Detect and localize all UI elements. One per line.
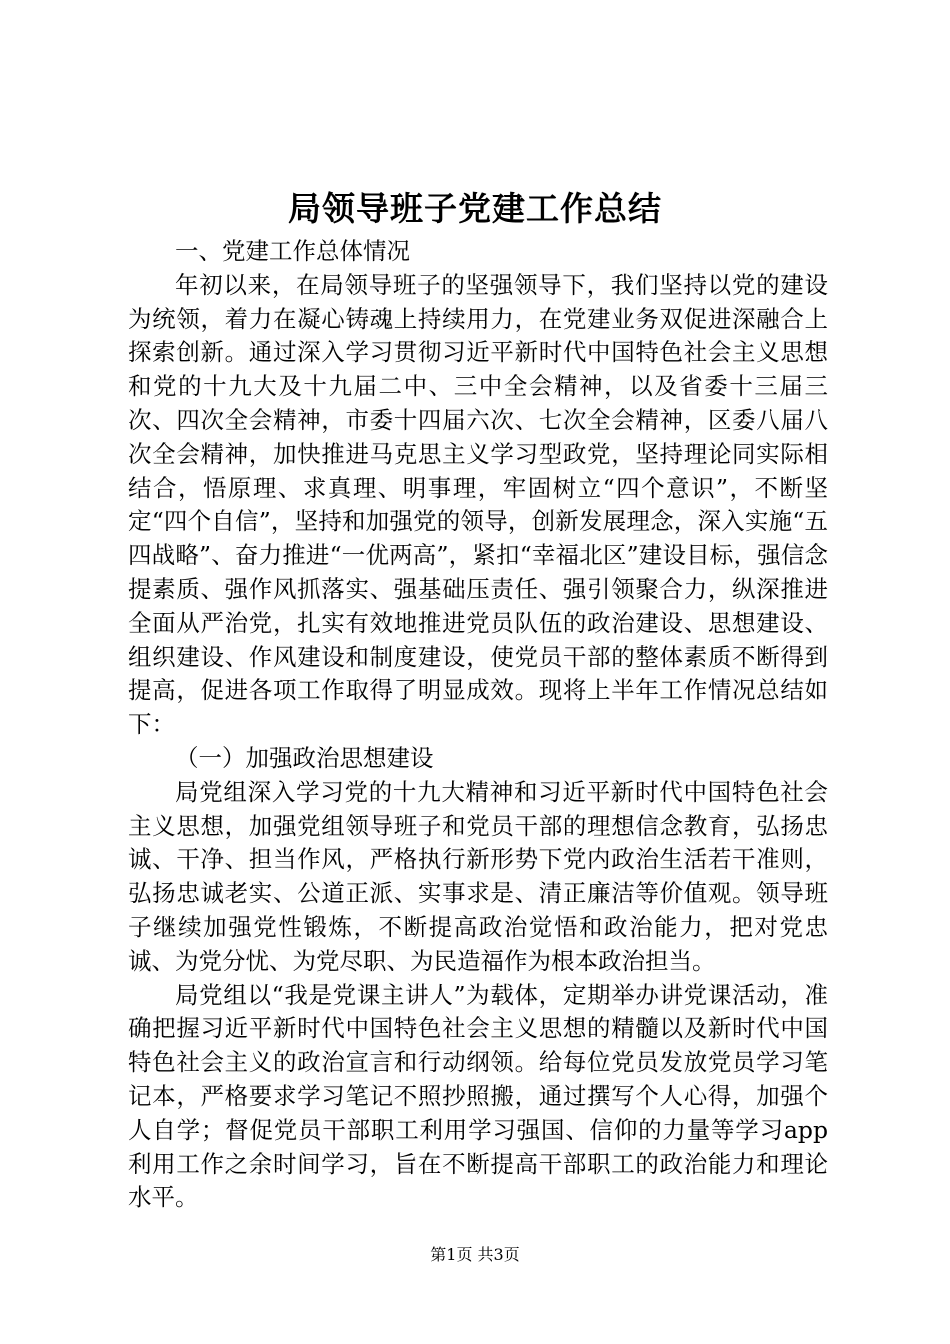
section-heading: 一、党建工作总体情况 (175, 237, 410, 265)
subsection-heading: （一）加强政治思想建设 (175, 743, 434, 772)
document-body (128, 235, 828, 1215)
document-title: 局领导班子党建工作总结 (288, 189, 662, 228)
body-paragraph: 局党组深入学习党的十九大精神和习近平新时代中国特色社会主义思想，加强党组领导班子和党员干部的理想信念教育，弘扬忠诚、干净、担当作风，严格执行新形势下党内政治生活若干准则，弘扬忠诚老实、公道正派、实事求是、清正廉洁等价值观。领导班子继续加强党性锻炼，不断提高政治觉悟和政治能力，把对党忠诚、为党分忧、为党尽职、为民造福作为根本政治担当。 (128, 777, 828, 975)
body-paragraph: 局党组以“我是党课主讲人”为载体，定期举办讲党课活动，准确把握习近平新时代中国特色社会主义思想的精髓以及新时代中国特色社会主义的政治宣言和行动纲领。给每位党员发放党员学习笔记本，严格要求学习笔记不照抄照搬，通过撰写个人心得，加强个人自学；督促党员干部职工利用学习强国、信仰的力量等学习app利用工作之余时间学习，旨在不断提高干部职工的政治能力和理论水平。 (128, 980, 828, 1212)
body-paragraph: 年初以来，在局领导班子的坚强领导下，我们坚持以党的建设为统领，着力在凝心铸魂上持续用力，在党建业务双促进深融合上探索创新。通过深入学习贯彻习近平新时代中国特色社会主义思想和党的十九大及十九届二中、三中全会精神，以及省委十三届三次、四次全会精神，市委十四届六次、七次全会精神，区委八届八次全会精神，加快推进马克思主义学习型政党，坚持理论同实际相结合，悟原理、求真理、明事理，牢固树立“四个意识”，不断坚定“四个自信”，坚持和加强党的领导，创新发展理念，深入实施“五四战略”、奋力推进“一优两高”，紧扣“幸福北区”建设目标，强信念提素质、强作风抓落实、强基础压责任、强引领聚合力，纵深推进全面从严治党，扎实有效地推进党员队伍的政治建设、思想建设、组织建设、作风建设和制度建设，使党员干部的整体素质不断得到提高，促进各项工作取得了明显成效。现将上半年工作情况总结如下： (128, 270, 828, 739)
page-number-footer: 第1页 共3页 (430, 1245, 520, 1264)
